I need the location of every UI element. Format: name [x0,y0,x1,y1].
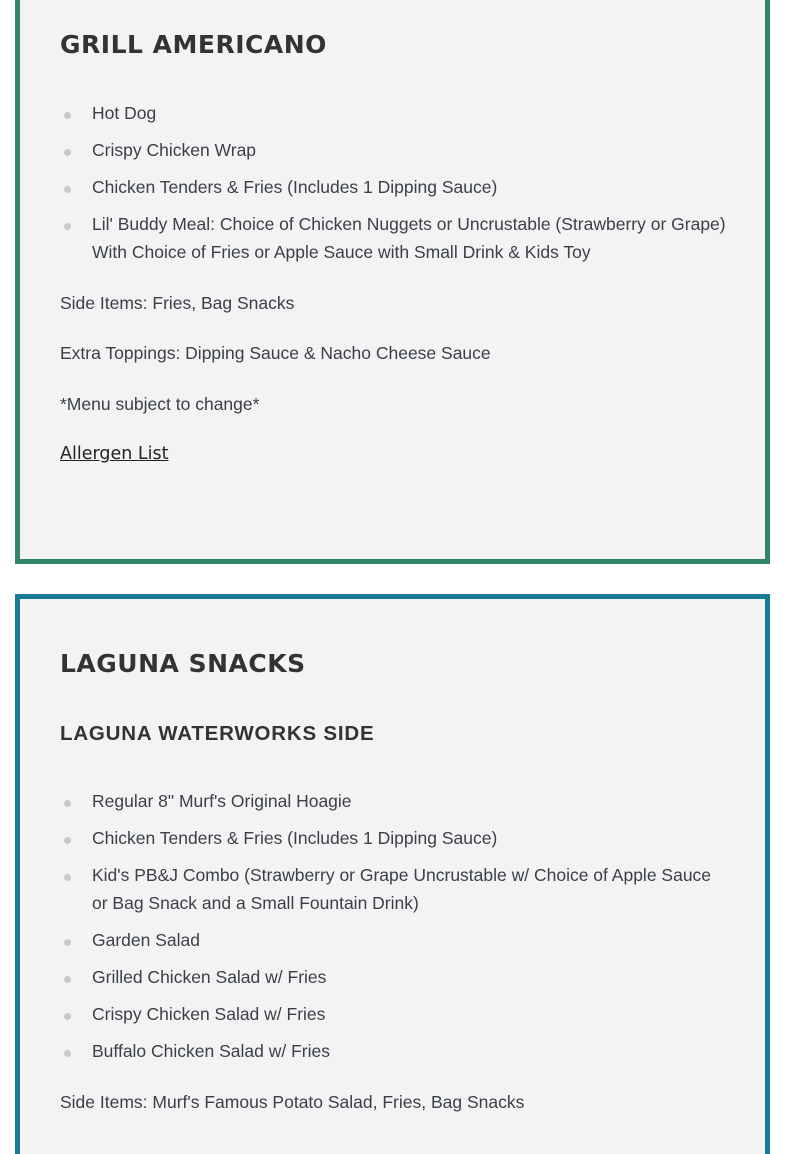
list-item-label: Crispy Chicken Salad w/ Fries [92,1004,326,1024]
bullet-icon [64,874,71,881]
section-title: GRILL AMERICANO [60,30,327,59]
list-item [60,861,730,917]
side-items-text: Side Items: Fries, Bag Snacks [60,293,295,313]
list-item [60,1000,730,1028]
list-item-label: Regular 8" Murf's Original Hoagie [92,791,352,811]
list-item [60,1037,730,1065]
menu-list [60,787,730,1074]
allergen-list-link[interactable]: Allergen List [60,444,169,464]
bullet-icon [64,939,71,946]
grill-americano-card [15,0,770,564]
list-item [60,963,730,991]
list-item-label: Garden Salad [92,930,200,950]
bullet-icon [64,800,71,807]
section-title: LAGUNA SNACKS [60,649,306,678]
list-item-label: Lil' Buddy Meal: Choice of Chicken Nuggets or Uncrustable (Strawberry or Grape) With Choice of Fries or Apple Sauce with Small Drink & Kids Toy [92,214,726,262]
bullet-icon [64,149,71,156]
bullet-icon [64,976,71,983]
bullet-icon [64,1013,71,1020]
section-subtitle: LAGUNA WATERWORKS SIDE [60,722,375,745]
list-item [60,99,730,127]
list-item [60,787,730,815]
list-item-label: Chicken Tenders & Fries (Includes 1 Dipping Sauce) [92,177,498,197]
menu-list [60,99,730,275]
list-item-label: Hot Dog [92,103,157,123]
list-item [60,824,730,852]
menu-disclaimer: *Menu subject to change* [60,394,260,414]
bullet-icon [64,186,71,193]
bullet-icon [64,1050,71,1057]
bullet-icon [64,837,71,844]
laguna-snacks-card [15,594,770,1154]
list-item [60,173,730,201]
bullet-icon [64,223,71,230]
list-item-label: Buffalo Chicken Salad w/ Fries [92,1041,330,1061]
list-item-label: Grilled Chicken Salad w/ Fries [92,967,327,987]
list-item-label: Crispy Chicken Wrap [92,140,257,160]
list-item [60,210,730,266]
list-item [60,136,730,164]
list-item-label: Kid's PB&J Combo (Strawberry or Grape Uncrustable w/ Choice of Apple Sauce or Bag Snack and a Small Fountain Drink) [92,865,712,913]
bullet-icon [64,112,71,119]
list-item-label: Chicken Tenders & Fries (Includes 1 Dipping Sauce) [92,828,498,848]
extra-toppings-text: Extra Toppings: Dipping Sauce & Nacho Cheese Sauce [60,343,491,363]
side-items-text: Side Items: Murf's Famous Potato Salad, Fries, Bag Snacks [60,1092,525,1112]
list-item [60,926,730,954]
